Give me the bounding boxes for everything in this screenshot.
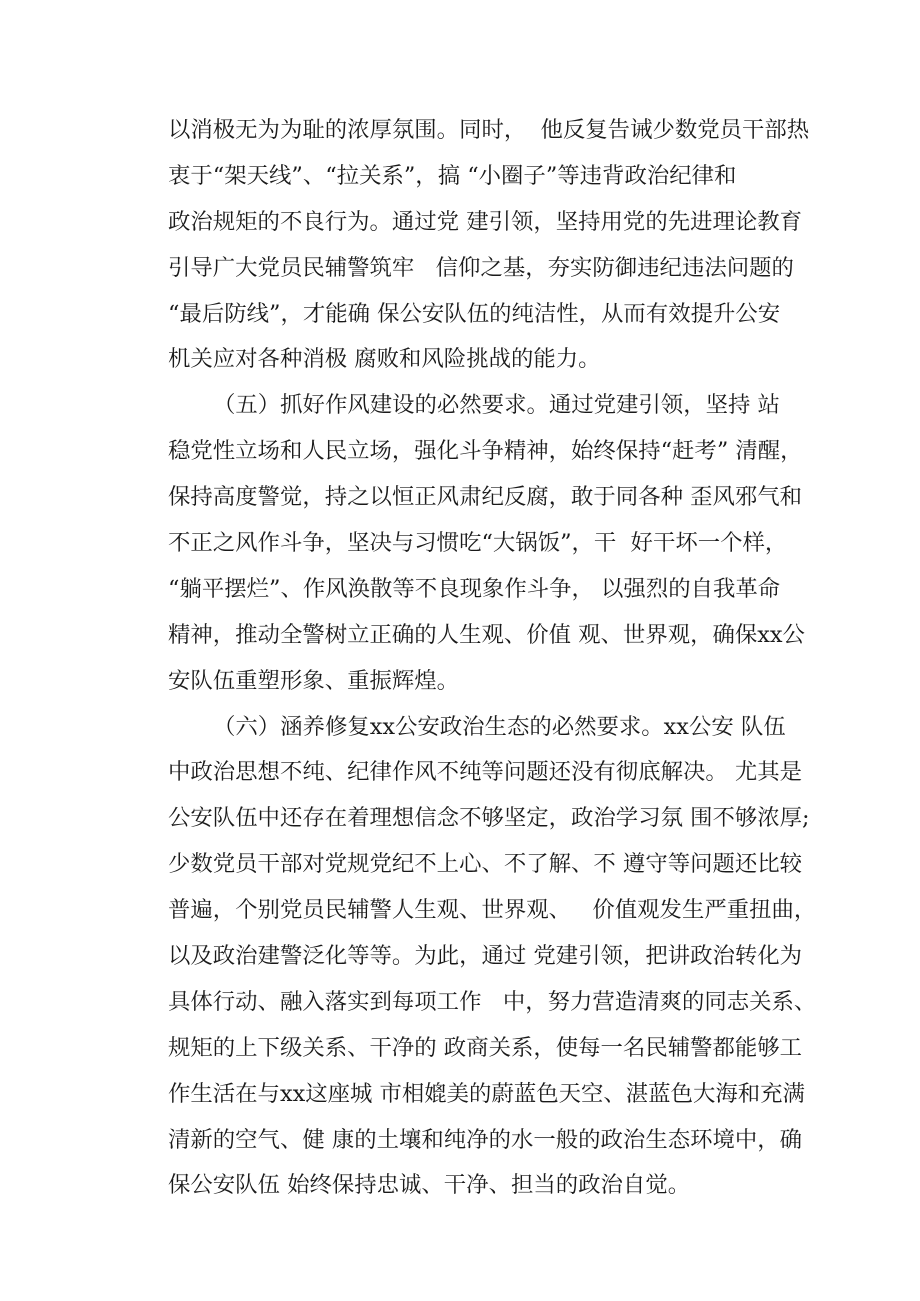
text-line: 保公安队伍 始终保持忠诚、干净、担当的政治自觉。 [168, 1172, 691, 1199]
text-line: 政治规矩的不良行为。通过党 建引领，坚持用党的先进理论教育 [168, 208, 803, 235]
paragraph-5 [168, 383, 808, 704]
text-line: 具体行动、融入落实到每项工作 中，努力营造清爽的同志关系、 [168, 988, 817, 1015]
text-line: 清新的空气、健 康的土壤和纯净的水一般的政治生态环境中，确 [168, 1126, 803, 1153]
text-line: “躺平摆烂”、作风涣散等不良现象作斗争， 以强烈的自我革命 [168, 575, 781, 602]
document-body [168, 108, 817, 1209]
text-line: 公安队伍中还存在着理想信念不够坚定，政治学习氛 围不够浓厚; [168, 805, 810, 832]
text-line: 以消极无为为耻的浓厚氛围。同时， 他反复告诫少数党员干部热 [168, 117, 810, 143]
text-line: 中政治思想不纯、纪律作风不纯等问题还没有彻底解决。 尤其是 [168, 759, 803, 786]
text-line: 衷于“架天线”、“拉关系”，搞 “小圈子”等违背政治纪律和 [168, 162, 737, 189]
text-line: 稳党性立场和人民立场，强化斗争精神，始终保持“赶考” 清醒， [168, 438, 803, 465]
text-line: 引导广大党员民辅警筑牢 信仰之基，夯实防御违纪违法问题的 [168, 254, 794, 281]
text-line: （六）涵养修复xx公安政治生态的必然要求。xx公安 队伍 [213, 713, 786, 740]
text-line: 机关应对各种消极 腐败和风险挑战的能力。 [168, 346, 601, 373]
text-line: “最后防线”，才能确 保公安队伍的纯洁性，从而有效提升公安 [168, 300, 781, 327]
text-line: 以及政治建警泛化等等。为此，通过 党建引领，把讲政治转化为 [168, 943, 803, 970]
text-line: 精神，推动全警树立正确的人生观、价值 观、世界观，确保xx公 [168, 621, 805, 648]
text-line: 不正之风作斗争，坚决与习惯吃“大锅饭”，干 好干坏一个样， [168, 530, 788, 557]
text-line: 规矩的上下级关系、干净的 政商关系，使每一名民辅警都能够工 [168, 1034, 803, 1061]
text-line: 保持高度警觉，持之以恒正风肃纪反腐，敢于同各种 歪风邪气和 [168, 484, 803, 511]
text-line: （五）抓好作风建设的必然要求。通过党建引领，坚持 站 [213, 392, 780, 419]
text-line: 安队伍重塑形象、重振辉煌。 [168, 667, 460, 694]
paragraph-continued [168, 108, 808, 383]
text-line: 普遍，个别党员民辅警人生观、世界观、 价值观发生严重扭曲， [168, 897, 817, 924]
paragraph-6 [168, 705, 817, 1210]
text-line: 少数党员干部对党规党纪不上心、不了解、不 遵守等问题还比较 [168, 851, 803, 878]
text-line: 作生活在与xx这座城 市相媲美的蔚蓝色天空、湛蓝色大海和充满 [168, 1080, 805, 1107]
